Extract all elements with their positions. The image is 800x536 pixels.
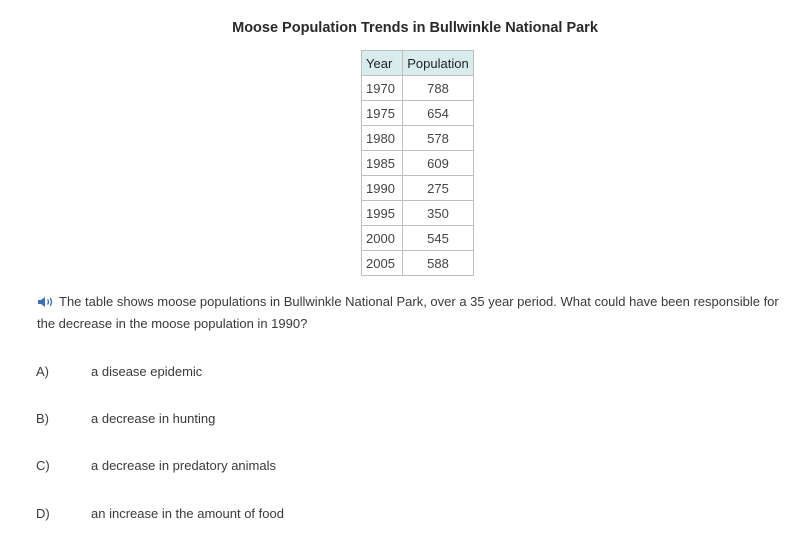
choice-letter: A) (36, 364, 49, 379)
choice-letter: C) (36, 458, 50, 473)
choice-letter: B) (36, 411, 49, 426)
choice-text: a decrease in predatory animals (91, 458, 276, 473)
choice-a[interactable] (36, 362, 536, 382)
table-row (362, 251, 474, 276)
year-cell: 1985 (362, 151, 403, 176)
choice-b[interactable] (36, 409, 536, 429)
column-header-population: Population (403, 51, 474, 76)
choice-text: a disease epidemic (91, 364, 203, 379)
table-row (362, 76, 474, 101)
choice-text: a decrease in hunting (91, 411, 216, 426)
year-cell: 2000 (362, 226, 403, 251)
year-cell: 1975 (362, 101, 403, 126)
choice-text: an increase in the amount of food (91, 506, 284, 521)
population-cell: 588 (403, 251, 474, 276)
population-cell: 545 (403, 226, 474, 251)
population-cell: 275 (403, 176, 474, 201)
table-row (362, 201, 474, 226)
table-row (362, 126, 474, 151)
table-row (362, 151, 474, 176)
year-cell: 1970 (362, 76, 403, 101)
year-cell: 1995 (362, 201, 403, 226)
question-text-block (37, 292, 787, 334)
choice-c[interactable] (36, 456, 536, 476)
year-cell: 1980 (362, 126, 403, 151)
choice-d[interactable] (36, 504, 536, 524)
population-cell: 788 (403, 76, 474, 101)
table-row (362, 101, 474, 126)
speaker-icon[interactable] (37, 294, 56, 314)
table-row (362, 176, 474, 201)
choice-letter: D) (36, 506, 50, 521)
column-header-year: Year (362, 51, 403, 76)
table-row (362, 226, 474, 251)
year-cell: 2005 (362, 251, 403, 276)
population-cell: 578 (403, 126, 474, 151)
table-header-row (362, 51, 474, 76)
population-cell: 654 (403, 101, 474, 126)
year-cell: 1990 (362, 176, 403, 201)
population-cell: 609 (403, 151, 474, 176)
population-table (361, 50, 474, 276)
question-text: The table shows moose populations in Bullwinkle National Park, over a 35 year period. What could have been responsible for the decrease in the moose population in 1990? (37, 294, 779, 331)
page-title: Moose Population Trends in Bullwinkle National Park (232, 20, 598, 36)
population-cell: 350 (403, 201, 474, 226)
